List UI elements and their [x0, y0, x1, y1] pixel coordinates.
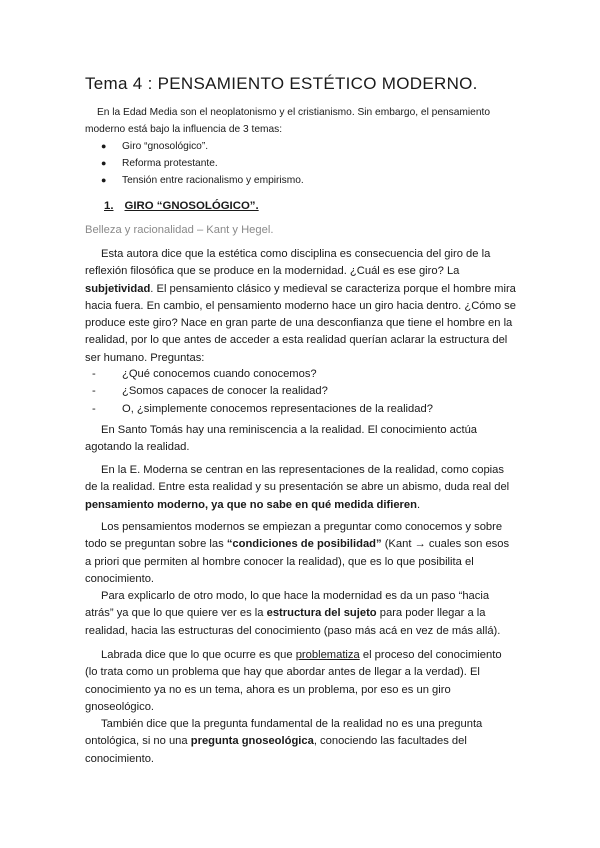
paragraph-pregunta-gnoseologica [85, 716, 517, 768]
paragraph-estructura-sujeto [85, 588, 517, 640]
bold-term: pensamiento moderno, ya que no sabe en qué medida difieren [85, 498, 417, 511]
paragraph-text: . El pensamiento clásico y medieval se caracteriza porque el hombre mira hacia fuera. En cambio, el pensamiento moderno hace un giro hacia dentro. ¿Cómo se produce este giro? Nace en gran parte de una desconfianza que tiene el hombre en la realidad, por lo que antes de acceder a esta realidad querían aclarar la estructura del ser humano. Preguntas: [85, 282, 516, 364]
paragraph-text: Para explicarlo de otro modo, lo que hace la modernidad es da un paso “hacia atrás” ya que lo que quiere ver es la [85, 590, 490, 620]
section-subtitle: Belleza y racionalidad – Kant y Hegel. [85, 224, 274, 236]
paragraph-condiciones [85, 519, 517, 588]
paragraph-edad-moderna [85, 462, 517, 514]
paragraph-santo-tomas [85, 422, 517, 457]
paragraph-labrada [85, 647, 517, 716]
paragraph-text: Labrada dice que lo que ocurre es que [101, 649, 296, 661]
list-item: - ¿Somos capaces de conocer la realidad? [85, 383, 433, 400]
intro-line-2: moderno está bajo la influencia de 3 temas: [85, 124, 283, 135]
bold-term: pregunta gnoseológica [190, 735, 314, 748]
bold-term: subjetividad [85, 282, 151, 295]
list-item: ● Tensión entre racionalismo y empirismo. [85, 172, 304, 189]
paragraph-subjetividad [85, 246, 517, 367]
intro-line-1: En la Edad Media son el neoplatonismo y el cristianismo. Sin embargo, el pensamiento [97, 107, 490, 118]
page-title: Tema 4 : PENSAMIENTO ESTÉTICO MODERNO. [85, 74, 478, 93]
section-number: 1. [104, 200, 114, 212]
paragraph-text: (Kant → cuales son esos a priori que permiten al hombre conocer la realidad), que es lo que posibilita el conocimiento. [85, 538, 510, 585]
paragraph-text: También dice que la pregunta fundamental de la realidad no es una pregunta ontológica, si no una [85, 718, 483, 748]
paragraph-text: Los pensamientos modernos se empiezan a preguntar como conocemos y sobre todo se preguntan sobre las [85, 521, 503, 551]
paragraph-text: Esta autora dice que la estética como disciplina es consecuencia del giro de la reflexión filosófica que se produce en la modernidad. ¿Cuál es ese giro? La [85, 248, 491, 278]
paragraph-text: , conociendo las facultades del conocimiento. [85, 735, 467, 765]
list-item: - O, ¿simplemente conocemos representaciones de la realidad? [85, 401, 433, 418]
topics-list [85, 138, 304, 189]
bold-term: estructura del sujeto [266, 607, 377, 620]
list-item: - ¿Qué conocemos cuando conocemos? [85, 366, 433, 383]
list-item: ● Reforma protestante. [85, 155, 304, 172]
bold-term: “condiciones de posibilidad” [226, 538, 382, 551]
questions-list [85, 366, 433, 418]
underlined-term: problematiza [295, 649, 360, 661]
paragraph-text: . [416, 498, 421, 511]
paragraph-text: En Santo Tomás hay una reminiscencia a la realidad. El conocimiento actúa agotando la realidad. [85, 424, 478, 454]
paragraph-text: En la E. Moderna se centran en las representaciones de la realidad, como copias de la realidad. Entre esta realidad y su presentación se abre un abismo, duda real del [85, 464, 510, 494]
list-item: ● Giro “gnosológico”. [85, 138, 304, 155]
paragraph-text: para poder llegar a la realidad, hacia las estructuras del conocimiento (paso más acá en vez de más allá). [85, 607, 501, 637]
section-title: GIRO “GNOSOLÓGICO”. [124, 200, 259, 212]
intro-paragraph [85, 104, 525, 138]
section-heading [104, 200, 259, 212]
paragraph-text: el proceso del conocimiento (lo trata como un problema que hay que abordar antes de llegar a la verdad). El conocimiento ya no es un tema, ahora es un problema, por eso es un giro gnoseológico. [85, 649, 502, 713]
